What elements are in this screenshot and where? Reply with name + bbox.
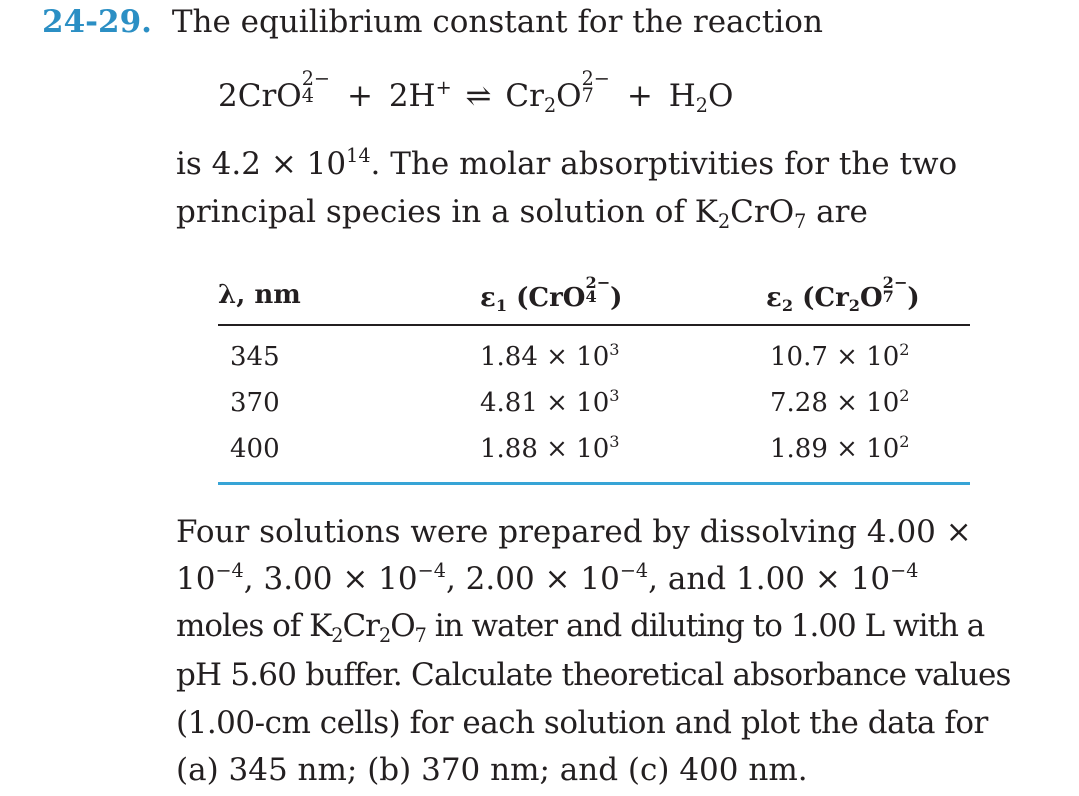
cell-eps2 <box>770 342 910 372</box>
statement-line-1 <box>176 146 957 182</box>
eq-sub: 2 <box>695 94 708 118</box>
cell-text: 4.81 × 10 <box>480 388 610 418</box>
eq-term: 2CrO <box>218 78 302 114</box>
text: in water and diluting to 1.00 L with a <box>425 608 985 644</box>
text: CrO <box>730 194 795 230</box>
body-line-5 <box>176 705 988 741</box>
header-text: (CrO <box>507 283 586 313</box>
text: is 4.2 × 10 <box>176 146 347 182</box>
exponent: −4 <box>619 559 649 583</box>
eq-term: O <box>556 78 582 114</box>
problem-number: 24-29. <box>42 4 152 40</box>
exponent: 3 <box>609 386 620 406</box>
text: 10 <box>176 561 216 597</box>
cell-text: 7.28 × 10 <box>770 388 900 418</box>
body-line-3 <box>176 608 985 648</box>
body-line-4 <box>176 657 1011 693</box>
exponent: −4 <box>417 559 446 583</box>
subscript: 2 <box>331 624 343 648</box>
eq-term: O <box>707 78 734 114</box>
text: , 3.00 × 10 <box>243 561 418 597</box>
header-text: ε <box>766 283 782 313</box>
table-top-rule <box>218 324 970 326</box>
eq-term: H <box>668 78 696 114</box>
text: Four solutions were prepared by dissolving 4.00 × <box>176 514 972 550</box>
exponent: −4 <box>890 559 919 583</box>
eq-term: 2H <box>388 78 436 114</box>
text: pH 5.60 buffer. Calculate theoretical absorbance values <box>176 657 1011 693</box>
header-eps2 <box>766 273 920 316</box>
cell-eps1 <box>480 342 620 372</box>
header-text: (Cr <box>793 283 849 313</box>
eq-subsup: 2− 7 <box>581 66 610 107</box>
problem-intro: The equilibrium constant for the reaction <box>171 4 823 40</box>
eq-subsup: 2− 4 <box>301 66 330 107</box>
header-text: λ, nm <box>218 280 301 310</box>
text: O <box>390 608 415 644</box>
cell-text: 370 <box>230 388 280 418</box>
exponent: 2 <box>899 432 910 452</box>
cell-text: 345 <box>230 342 280 372</box>
header-wavelength <box>218 280 301 310</box>
subscript: 1 <box>495 296 508 316</box>
subscript: 2 <box>717 210 731 234</box>
exponent: −4 <box>215 559 244 583</box>
text: moles of K <box>176 608 332 644</box>
problem-heading <box>42 4 823 40</box>
header-text: ε <box>480 283 496 313</box>
cell-text: 1.88 × 10 <box>480 434 610 464</box>
eq-charge: + <box>435 76 452 100</box>
body-line-2 <box>176 561 918 597</box>
cell-eps2 <box>770 388 910 418</box>
statement-line-2 <box>176 194 868 234</box>
text: . The molar absorptivities for the two <box>370 146 958 182</box>
header-text: O <box>860 283 883 313</box>
exponent: 14 <box>346 144 371 168</box>
cell-text: 1.84 × 10 <box>480 342 610 372</box>
cell-eps1 <box>480 388 620 418</box>
cell-text: 1.89 × 10 <box>770 434 900 464</box>
body-line-6 <box>176 752 808 788</box>
cell-eps2 <box>770 434 910 464</box>
text: are <box>806 194 868 230</box>
eq-plus: + <box>626 78 653 114</box>
exponent: 2 <box>899 386 910 406</box>
cell-eps1 <box>480 434 620 464</box>
eq-sub: 2 <box>543 94 557 118</box>
subscript: 7 <box>794 210 807 234</box>
cell-text: 10.7 × 10 <box>770 342 900 372</box>
exponent: 2 <box>899 340 910 360</box>
subsup: 2− 4 <box>585 273 611 307</box>
header-text: ) <box>907 283 920 313</box>
subsup: 2− 7 <box>882 273 908 307</box>
header-text: ) <box>610 283 623 313</box>
table-bottom-rule <box>218 482 970 485</box>
cell-wavelength <box>230 388 280 418</box>
text: , 2.00 × 10 <box>445 561 620 597</box>
cell-wavelength <box>230 342 280 372</box>
text: (a) 345 nm; (b) 370 nm; and (c) 400 nm. <box>176 752 808 788</box>
subscript: 2 <box>781 296 794 316</box>
exponent: 3 <box>609 340 620 360</box>
header-eps1 <box>480 273 623 316</box>
subscript: 7 <box>414 624 426 648</box>
cell-wavelength <box>230 434 280 464</box>
body-line-1 <box>176 514 972 550</box>
equilibrium-arrow-icon: ⇌ <box>465 78 492 114</box>
exponent: 3 <box>609 432 620 452</box>
eq-term: Cr <box>505 78 544 114</box>
reaction-equation <box>218 66 734 118</box>
text: Cr <box>342 608 379 644</box>
subscript: 2 <box>379 624 391 648</box>
text: principal species in a solution of K <box>176 194 718 230</box>
text: (1.00-cm cells) for each solution and plot the data for <box>176 705 988 741</box>
eq-plus: + <box>346 78 373 114</box>
text: , and 1.00 × 10 <box>648 561 891 597</box>
cell-text: 400 <box>230 434 280 464</box>
subscript: 2 <box>848 296 860 316</box>
